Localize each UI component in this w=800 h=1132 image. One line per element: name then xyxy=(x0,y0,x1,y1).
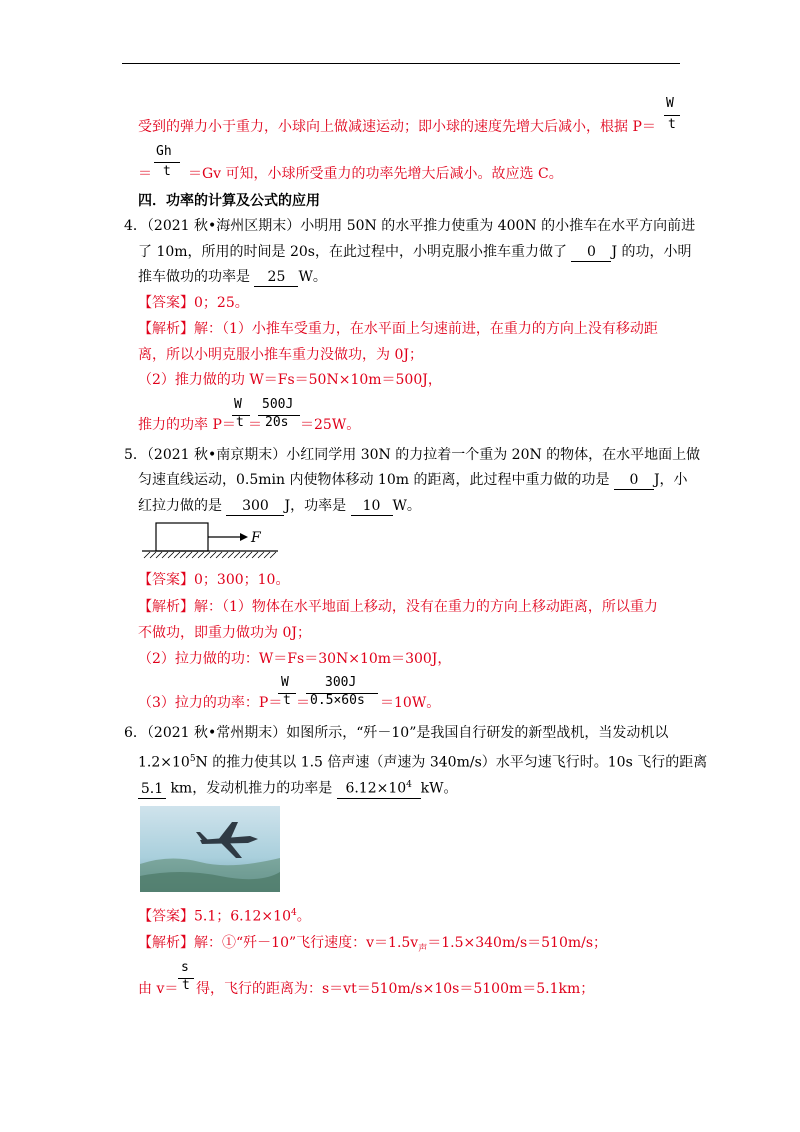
analysis-line: 【解析】解：①“歼－10”飞行速度：$v=1.5v_声=1.5\times 340m/s=510m/s$； xyxy=(138,935,608,954)
analysis-line: ＝10W。 xyxy=(380,695,441,711)
fraction-numerator: s xyxy=(181,960,189,975)
question-5-line: 5．（2021 秋•南京期末）小红同学用 30N 的力拉着一个重为 20N 的物体，在水平地面上做 xyxy=(124,447,701,463)
ground-hatch xyxy=(144,552,276,558)
answer-blank: 0 xyxy=(571,243,611,262)
equals: ＝ xyxy=(296,695,310,711)
fraction-denominator: 0.5×60s xyxy=(310,693,365,708)
answer-blank: 25 xyxy=(254,268,298,287)
fighter-jet-photo xyxy=(140,806,280,892)
analysis-line: 离，所以小明克服小推车重力没做功，为 0J； xyxy=(138,347,423,363)
fraction-denominator: t xyxy=(668,117,676,132)
block-force-diagram xyxy=(140,518,280,562)
equals: ＝ xyxy=(248,417,262,433)
fraction-denominator: t xyxy=(283,693,291,708)
block-rect xyxy=(156,523,208,551)
question-4-line: 4．（2021 秋•海州区期末）小明用 50N 的水平推力使重为 400N 的小推车在水平方向前进 xyxy=(124,218,696,234)
question-6-line: $1.2\times 10^5N$ 的推力使其以 1.5 倍声速（声速为 340m/s）水平匀速飞行时。10s 飞行的距离 xyxy=(138,754,708,771)
analysis-line: （2）推力做的功 W＝Fs＝50N×10m＝500J， xyxy=(138,372,442,388)
fraction-denominator: 20s xyxy=(265,415,289,430)
answer-blank: 10 xyxy=(351,497,393,516)
analysis-line: （3）拉力的功率：P＝ xyxy=(138,695,283,711)
analysis-line: 由 v＝ xyxy=(138,981,179,997)
section-heading: 四．功率的计算及公式的应用 xyxy=(138,193,320,209)
question-5-line: 匀速直线运动，0.5min 内使物体移动 10m 的距离，此过程中重力做的功是 0 J，小 xyxy=(138,472,688,488)
fraction-denominator: t xyxy=(182,978,190,993)
analysis-line: 【解析】解：（1）小推车受重力，在水平面上匀速前进，在重力的方向上没有移动距 xyxy=(138,321,658,337)
answer-line: 【答案】0；25。 xyxy=(138,295,249,311)
answer-blank: 5.1 xyxy=(138,780,166,799)
fraction-denominator: t xyxy=(163,164,171,179)
fraction-numerator: Gh xyxy=(156,144,172,159)
question-4-line: 了 10m，所用的时间是 20s，在此过程中，小明克服小推车重力做了 0 J 的功，小明 xyxy=(138,244,692,260)
answer-blank: 0 xyxy=(614,471,654,490)
fraction-bar xyxy=(664,115,680,116)
fraction-denominator: t xyxy=(236,415,244,430)
fraction-numerator: 300J xyxy=(325,675,357,690)
analysis-line: 不做功，即重力做功为 0J； xyxy=(138,625,311,641)
question-6-line: 6．（2021 秋•常州期末）如图所示，“歼－10”是我国自行研发的新型战机，当发动机以 xyxy=(124,725,669,741)
fraction-numerator: W xyxy=(666,96,674,111)
paragraph-line: ＝ ＝Gv 可知，小球所受重力的功率先增大后减小。故应选 C。 xyxy=(138,166,563,182)
analysis-line: 【解析】解：（1）物体在水平地面上移动，没有在重力的方向上移动距离，所以重力 xyxy=(138,599,658,615)
fraction-numerator: W xyxy=(234,397,242,412)
force-label: F xyxy=(251,530,261,546)
analysis-line: 推力的功率 P＝ xyxy=(138,417,236,433)
answer-blank: 300 xyxy=(226,497,284,516)
question-6-line: 5.1 km，发动机推力的功率是 $6.12\times 10^4$ kW。 xyxy=(138,776,458,799)
answer-line: 【答案】0；300；10。 xyxy=(138,572,290,588)
fraction-numerator: W xyxy=(281,675,289,690)
arrow-head-icon xyxy=(240,533,248,541)
answer-blank: $6.12\times 10^4$ xyxy=(337,776,421,799)
question-4-line: 推车做功的功率是 25 W。 xyxy=(138,269,327,285)
analysis-line: ＝25W。 xyxy=(300,417,361,433)
fraction-numerator: 500J xyxy=(262,397,294,412)
analysis-line: 得，飞行的距离为：s＝vt＝510m/s×10s＝5100m＝5.1km； xyxy=(196,981,595,997)
paragraph-line: 受到的弹力小于重力，小球向上做减速运动；即小球的速度先增大后减小，根据 P＝ xyxy=(138,119,656,135)
question-5-line: 红拉力做的是 300 J，功率是 10 W。 xyxy=(138,498,421,514)
header-rule xyxy=(122,63,680,64)
answer-line: 【答案】5.1；$6.12\times 10^4$。 xyxy=(138,908,311,925)
analysis-line: （2）拉力做的功：W＝Fs＝30N×10m＝300J， xyxy=(138,651,452,667)
fraction-bar xyxy=(154,162,180,163)
